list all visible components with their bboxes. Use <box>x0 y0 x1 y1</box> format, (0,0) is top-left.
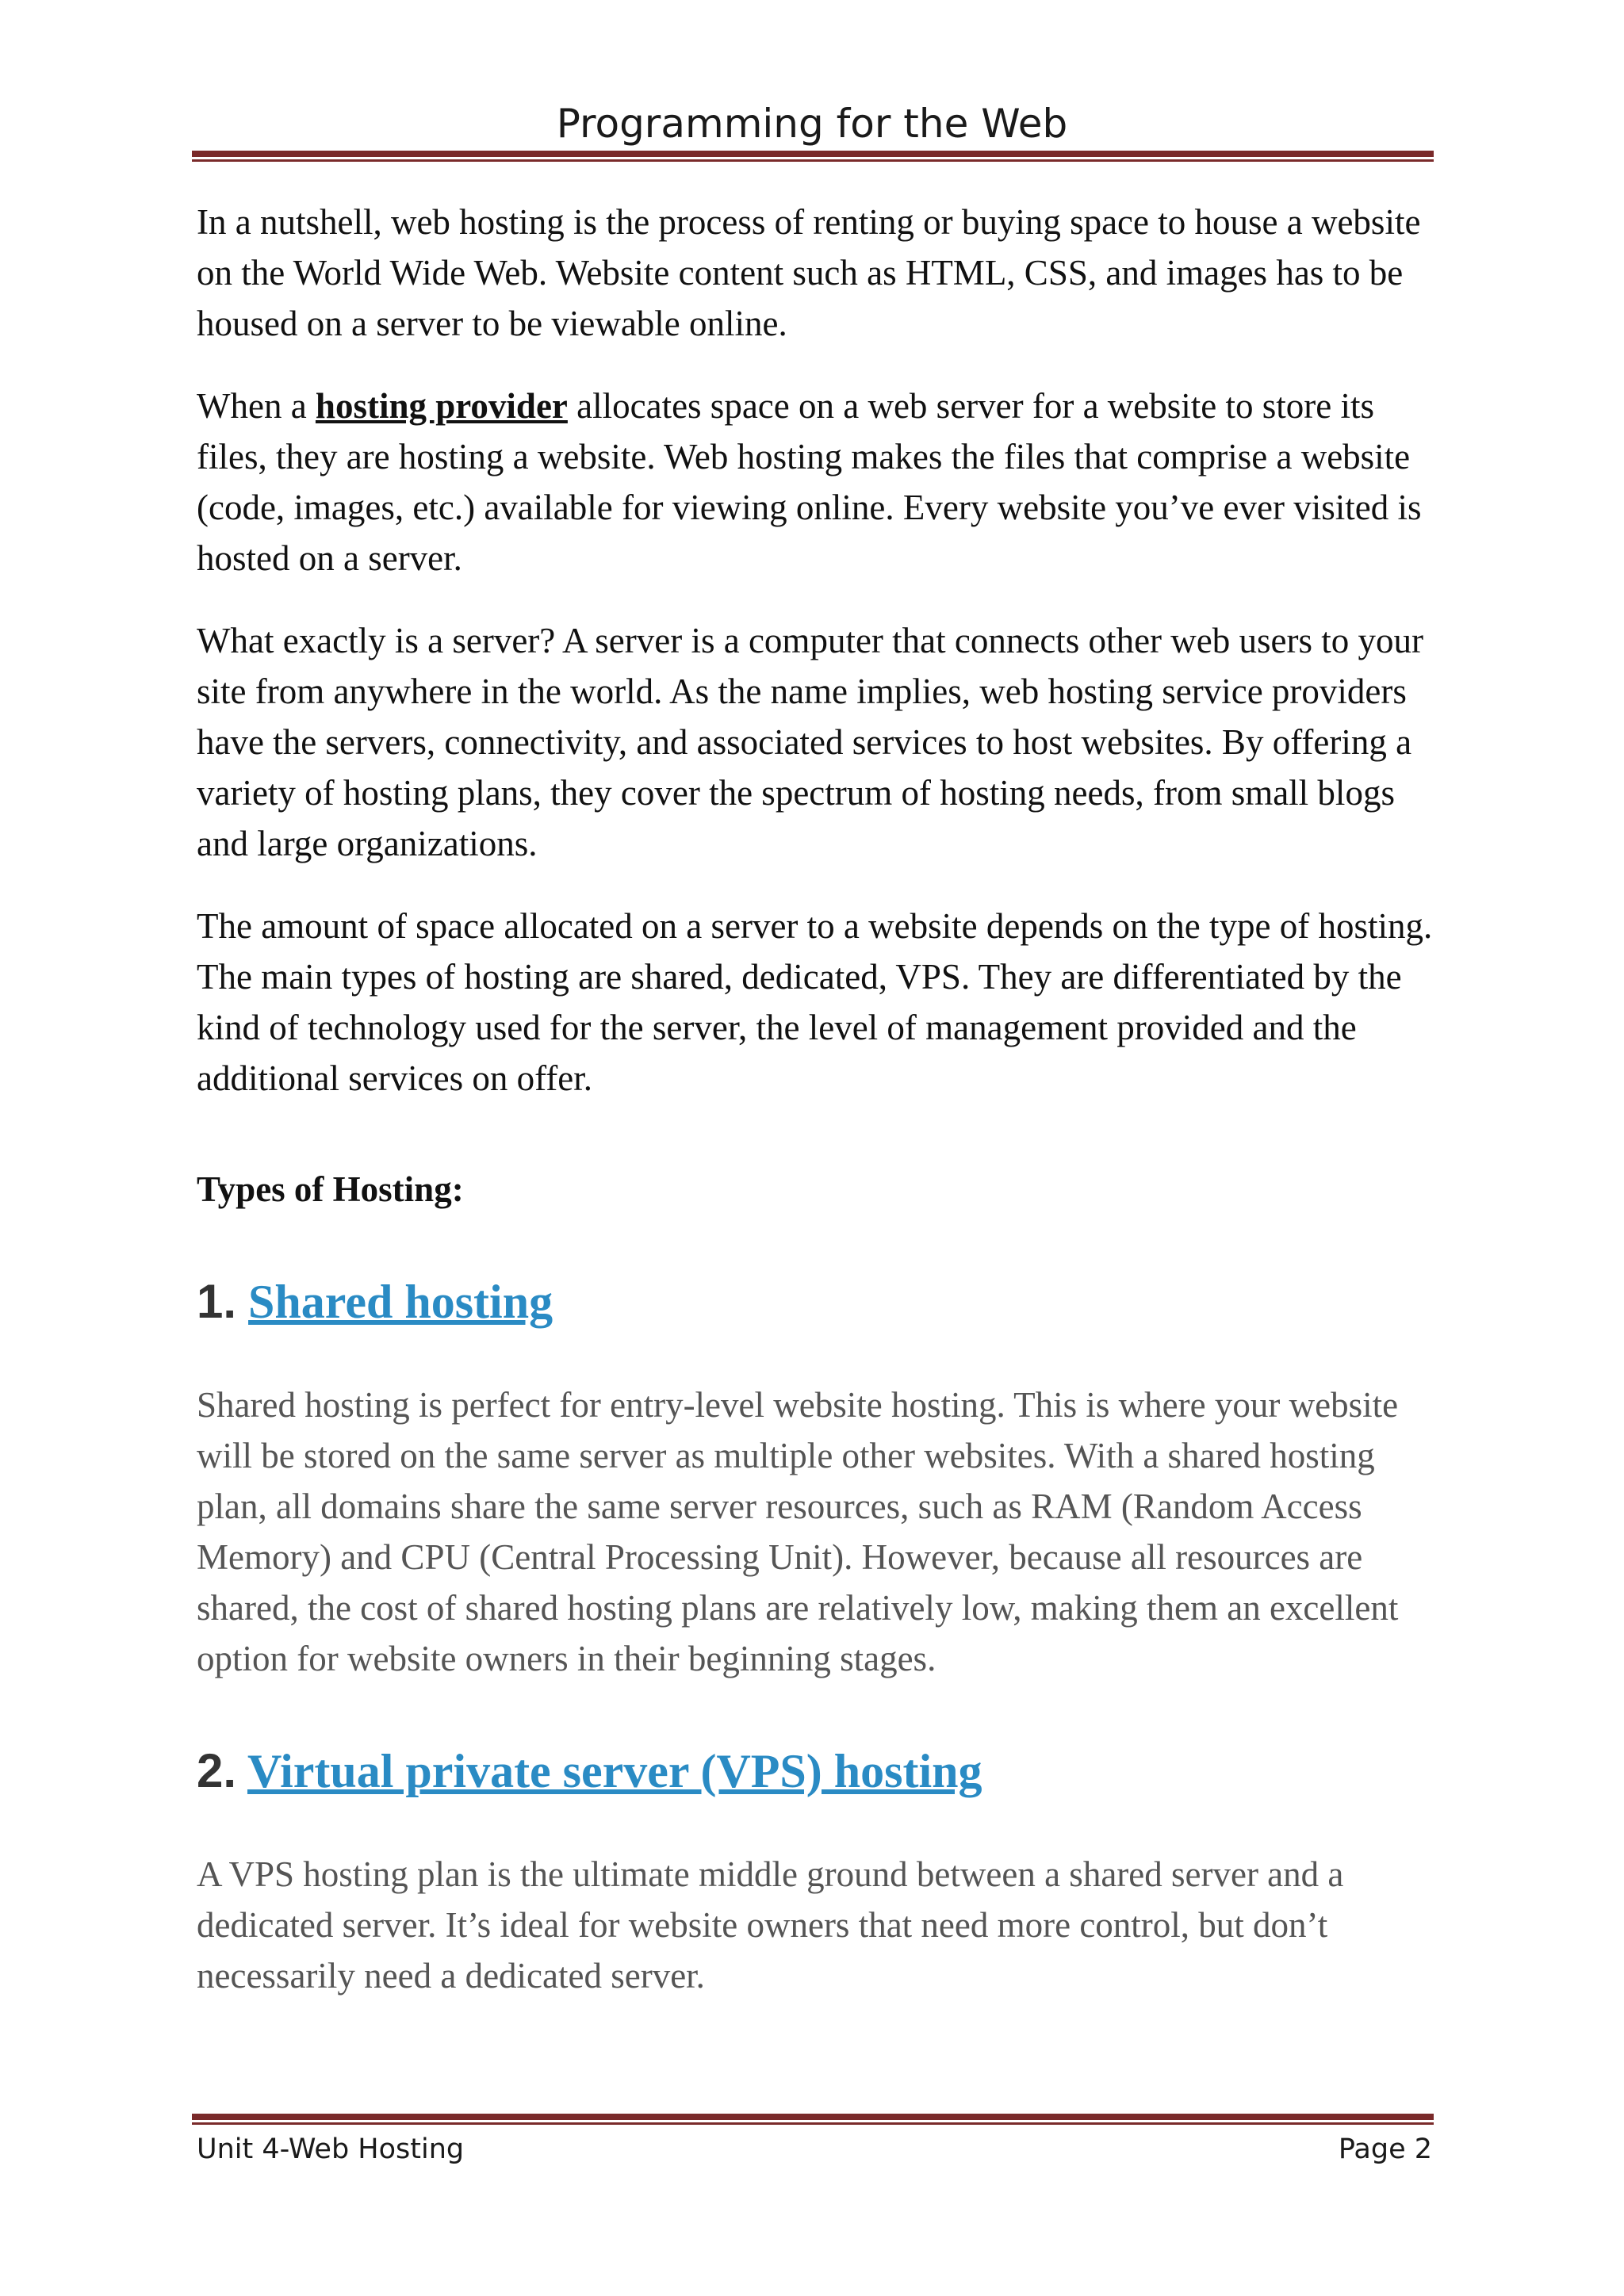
hosting-provider-paragraph <box>197 381 1438 584</box>
section-number: 1. <box>197 1275 237 1328</box>
server-paragraph: What exactly is a server? A server is a computer that connects other web users to your site from anywhere in the world. As the name implies, web hosting service providers have the servers, connectivity, and associated services to host websites. By offering a variety of hosting plans, they cover the spectrum of hosting needs, from small blogs and large organizations. <box>197 621 1423 863</box>
footer-unit-label: Unit 4-Web Hosting <box>197 2133 465 2165</box>
intro-paragraph: In a nutshell, web hosting is the process of renting or buying space to house a website on the World Wide Web. Website content such as HTML, CSS, and images has to be housed on a server to be viewable online. <box>197 202 1421 343</box>
shared-hosting-link[interactable]: Shared hosting <box>248 1276 553 1328</box>
header-divider <box>192 151 1434 162</box>
page-header-title: Programming for the Web <box>556 101 1068 147</box>
vps-hosting-paragraph: A VPS hosting plan is the ultimate middle ground between a shared server and a dedicated server. It’s ideal for website owners that need more control, but don’t necessarily need a dedicated server. <box>197 1854 1344 1996</box>
footer-page-number: Page 2 <box>1338 2133 1432 2165</box>
section-number: 2. <box>197 1744 237 1797</box>
page-content <box>197 197 1438 2001</box>
space-allocation-paragraph: The amount of space allocated on a server to a website depends on the type of hosting. The main types of hosting are shared, dedicated, VPS. They are differentiated by the kind of technology used for the server, the level of management provided and the additional services on offer. <box>197 906 1433 1098</box>
vps-hosting-heading <box>197 1739 1438 1803</box>
types-of-hosting-label: Types of Hosting: <box>197 1169 464 1209</box>
paragraph-text-end: allocates space on a web server for a website to store its files, they are hosting a website. Web hosting makes the files that comprise a website (code, images, etc.) available for viewing online. Every website you’ve ever visited is hosted on a server. <box>197 386 1422 578</box>
vps-hosting-link[interactable]: Virtual private server (VPS) hosting <box>247 1745 982 1797</box>
shared-hosting-paragraph: Shared hosting is perfect for entry-level website hosting. This is where your website will be stored on the same server as multiple other websites. With a shared hosting plan, all domains share the same server resources, such as RAM (Random Access Memory) and CPU (Central Processing Unit). However, because all resources are shared, the cost of shared hosting plans are relatively low, making them an excellent option for website owners in their beginning stages. <box>197 1385 1399 1678</box>
footer-divider <box>192 2114 1434 2125</box>
paragraph-text-start: When a <box>197 386 316 426</box>
hosting-provider-link[interactable]: hosting provider <box>315 386 568 426</box>
shared-hosting-heading <box>197 1270 1438 1334</box>
